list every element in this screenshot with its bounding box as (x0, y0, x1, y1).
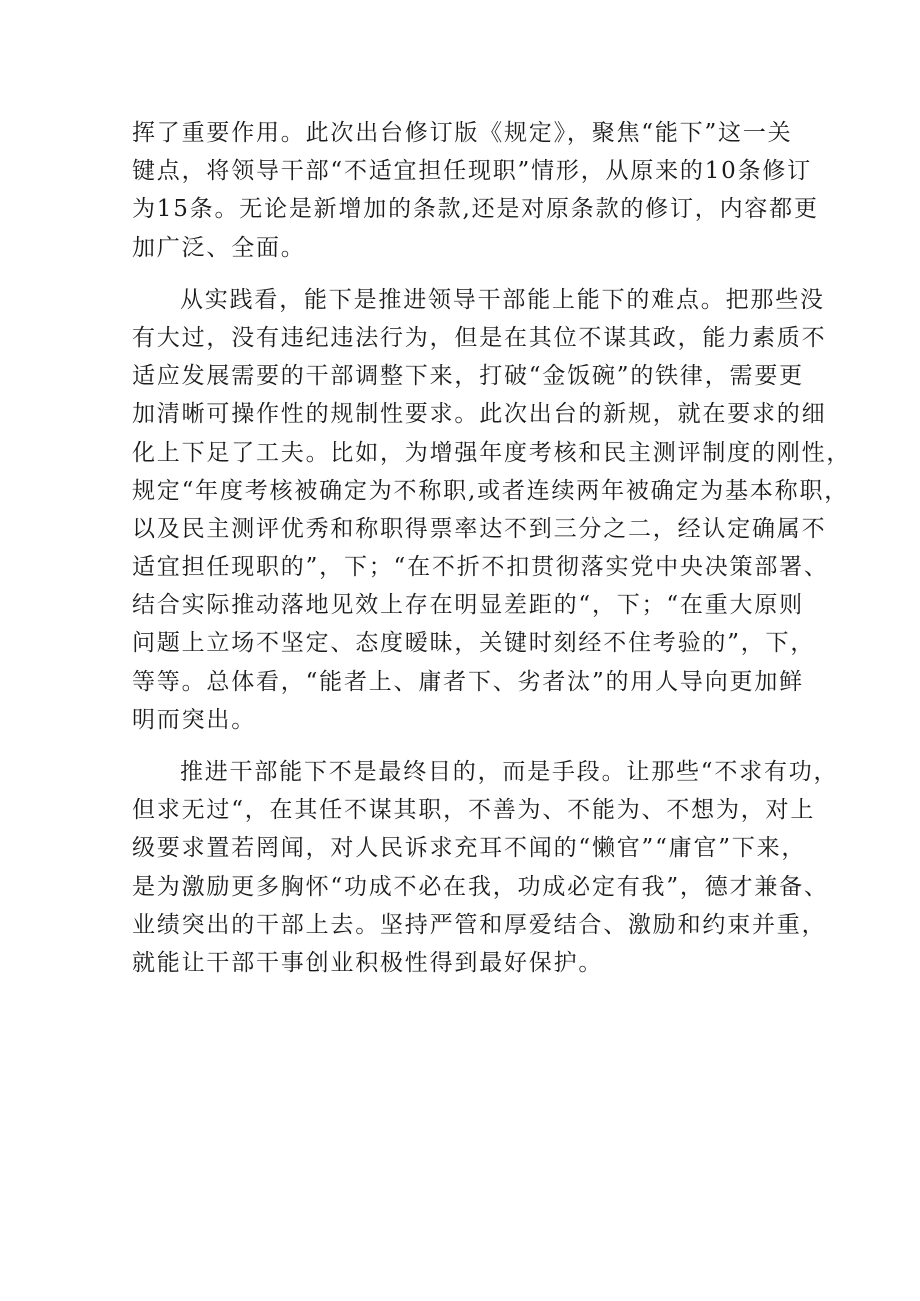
paragraph-spacer (132, 739, 812, 753)
paragraph-2-line-6: 规定“年度考核被确定为不称职,或者连续两年被确定为基本称职， (132, 477, 850, 504)
paragraph-3-line-5: 业绩突出的干部上去。坚持严管和厚爱结合、激励和约束并重， (132, 911, 827, 938)
paragraph-3-line-2: 但求无过“，在其任不谋其职，不善为、不能为、不想为，对上 (132, 797, 816, 824)
paragraph-2-line-7: 以及民主测评优秀和称职得票率达不到三分之二，经认定确属不 (132, 515, 827, 542)
paragraph-3-line-6: 就能让干部干事创业积极性得到最好保护。 (132, 949, 604, 976)
paragraph-2-line-11: 等等。总体看，“能者上、庸者下、劣者汰”的用人导向更加鲜 (132, 668, 804, 695)
body-text (132, 114, 852, 982)
paragraph-1-line-3: 为15条。无论是新增加的条款,还是对原条款的修订，内容都更 (132, 196, 819, 223)
paragraph-2-line-8: 适宜担任现职的”，下；“在不折不扣贯彻落实党中央决策部署、 (132, 554, 829, 581)
paragraph-2-line-10: 问题上立场不坚定、态度暧昧，关键时刻经不住考验的”，下， (132, 630, 816, 657)
paragraph-1-line-2: 键点，将领导干部“不适宜担任现职”情形，从原来的10条修订 (132, 158, 812, 185)
paragraph-2-line-9: 结合实际推动落地见效上存在明显差距的“，下；“在重大原则 (132, 592, 804, 619)
paragraph-3-line-4: 是为激励更多胸怀“功成不必在我，功成必定有我”，德才兼备、 (132, 873, 829, 900)
paragraph-2-line-5: 化上下足了工夫。比如，为增强年度考核和民主测评制度的刚性， (132, 439, 852, 466)
paragraph-2-line-1: 从实践看，能下是推进领导干部能上能下的难点。把那些没 (180, 286, 825, 313)
paragraph-3-line-3: 级要求置若罔闻，对人民诉求充耳不闻的“懒官”“庸官”下来， (132, 835, 807, 862)
paragraph-1-line-4: 加广泛、全面。 (132, 234, 306, 261)
paragraph-2-line-4: 加清晰可操作性的规制性要求。此次出台的新规，就在要求的细 (132, 401, 827, 428)
paragraph-3-line-1: 推进干部能下不是最终目的，而是手段。让那些“不求有功， (180, 759, 839, 785)
paragraph-1-line-1: 挥了重要作用。此次出台修订版《规定》，聚焦“能下”这一关 (132, 120, 793, 146)
paragraph-spacer (132, 267, 812, 281)
paragraph-2-line-2: 有大过，没有违纪违法行为，但是在其位不谋其政，能力素质不 (132, 324, 827, 351)
paragraph-2-line-12: 明而突出。 (132, 706, 256, 733)
paragraph-2-line-3: 适应发展需要的干部调整下来，打破“金饭碗”的铁律，需要更 (132, 363, 804, 390)
